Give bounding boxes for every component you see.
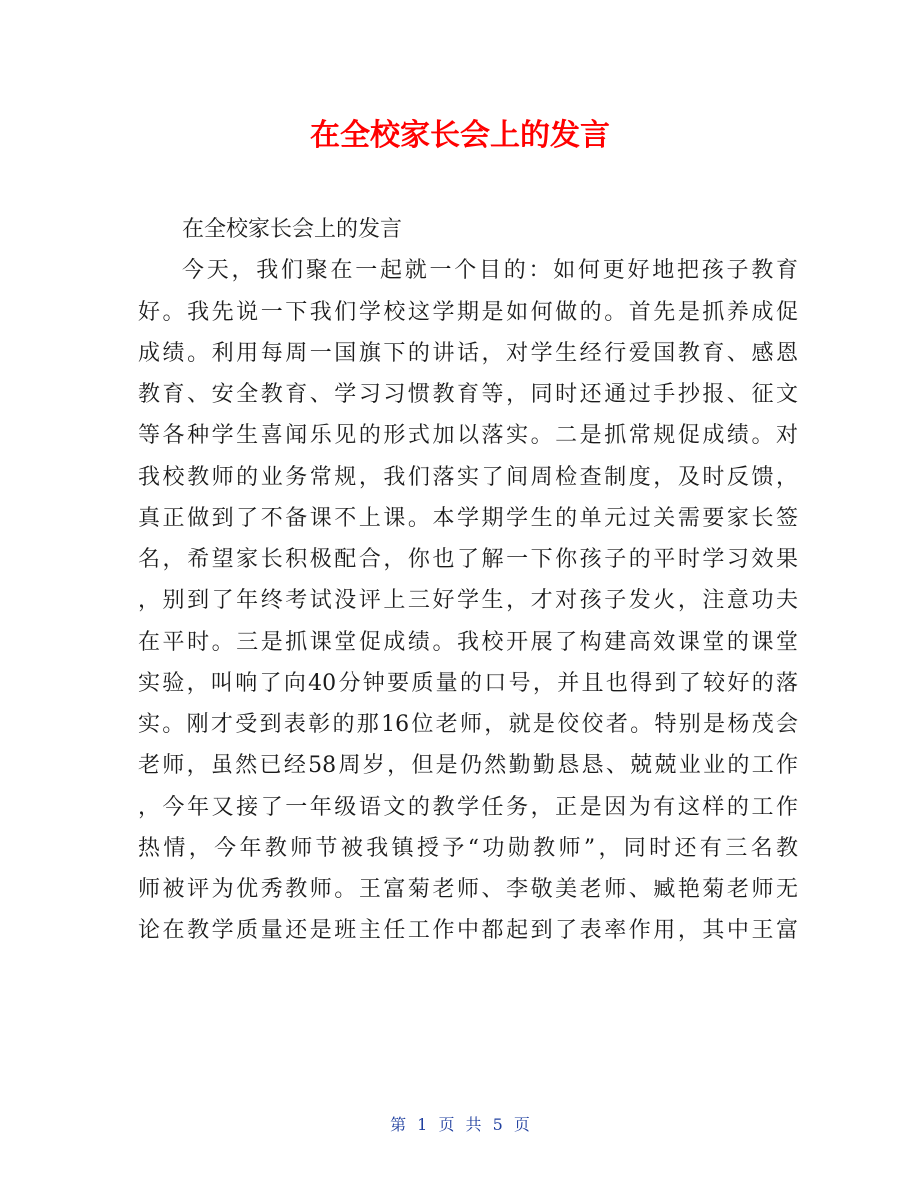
- body-line: 热情，今年教师节被我镇授予“功勋教师”，同时还有三名教: [138, 835, 798, 861]
- body-line: 老师，虽然已经58周岁，但是仍然勤勤恳恳、兢兢业业的工作: [138, 753, 798, 779]
- body-line: 论在教学质量还是班主任工作中都起到了表率作用，其中王富: [138, 918, 798, 944]
- body-line: 名，希望家长积极配合，你也了解一下你孩子的平时学习效果: [138, 547, 798, 572]
- body-line: 教育、安全教育、学习习惯教育等，同时还通过手抄报、征文: [138, 382, 798, 407]
- body-line: ，别到了年终考试没评上三好学生，才对孩子发火，注意功夫: [138, 588, 798, 614]
- body-line: 今天，我们聚在一起就一个目的：如何更好地把孩子教育: [182, 258, 798, 284]
- body-line: 真正做到了不备课不上课。本学期学生的单元过关需要家长签: [138, 505, 798, 531]
- body-line: 师被评为优秀教师。王富菊老师、李敬美老师、臧艳菊老师无: [138, 877, 798, 902]
- body-line: 好。我先说一下我们学校这学期是如何做的。首先是抓养成促: [138, 299, 798, 325]
- body-line: 在平时。三是抓课堂促成绩。我校开展了构建高效课堂的课堂: [138, 629, 798, 655]
- body-line: 实验，叫响了向40分钟要质量的口号，并且也得到了较好的落: [138, 670, 798, 696]
- body-line: 等各种学生喜闻乐见的形式加以落实。二是抓常规促成绩。对: [138, 423, 798, 449]
- page-number-footer: 第 1 页 共 5 页: [390, 1115, 530, 1134]
- body-line: 我校教师的业务常规，我们落实了间周检查制度，及时反馈，: [138, 464, 798, 490]
- document-body: [138, 209, 798, 952]
- body-line: ，今年又接了一年级语文的教学任务，正是因为有这样的工作: [138, 794, 798, 820]
- body-line: 实。刚才受到表彰的那16位老师，就是佼佼者。特别是杨茂会: [138, 712, 798, 737]
- body-line: 成绩。利用每周一国旗下的讲话，对学生经行爱国教育、感恩: [138, 340, 798, 366]
- body-line: 在全校家长会上的发言: [182, 217, 403, 242]
- document-title: 在全校家长会上的发言: [310, 118, 610, 153]
